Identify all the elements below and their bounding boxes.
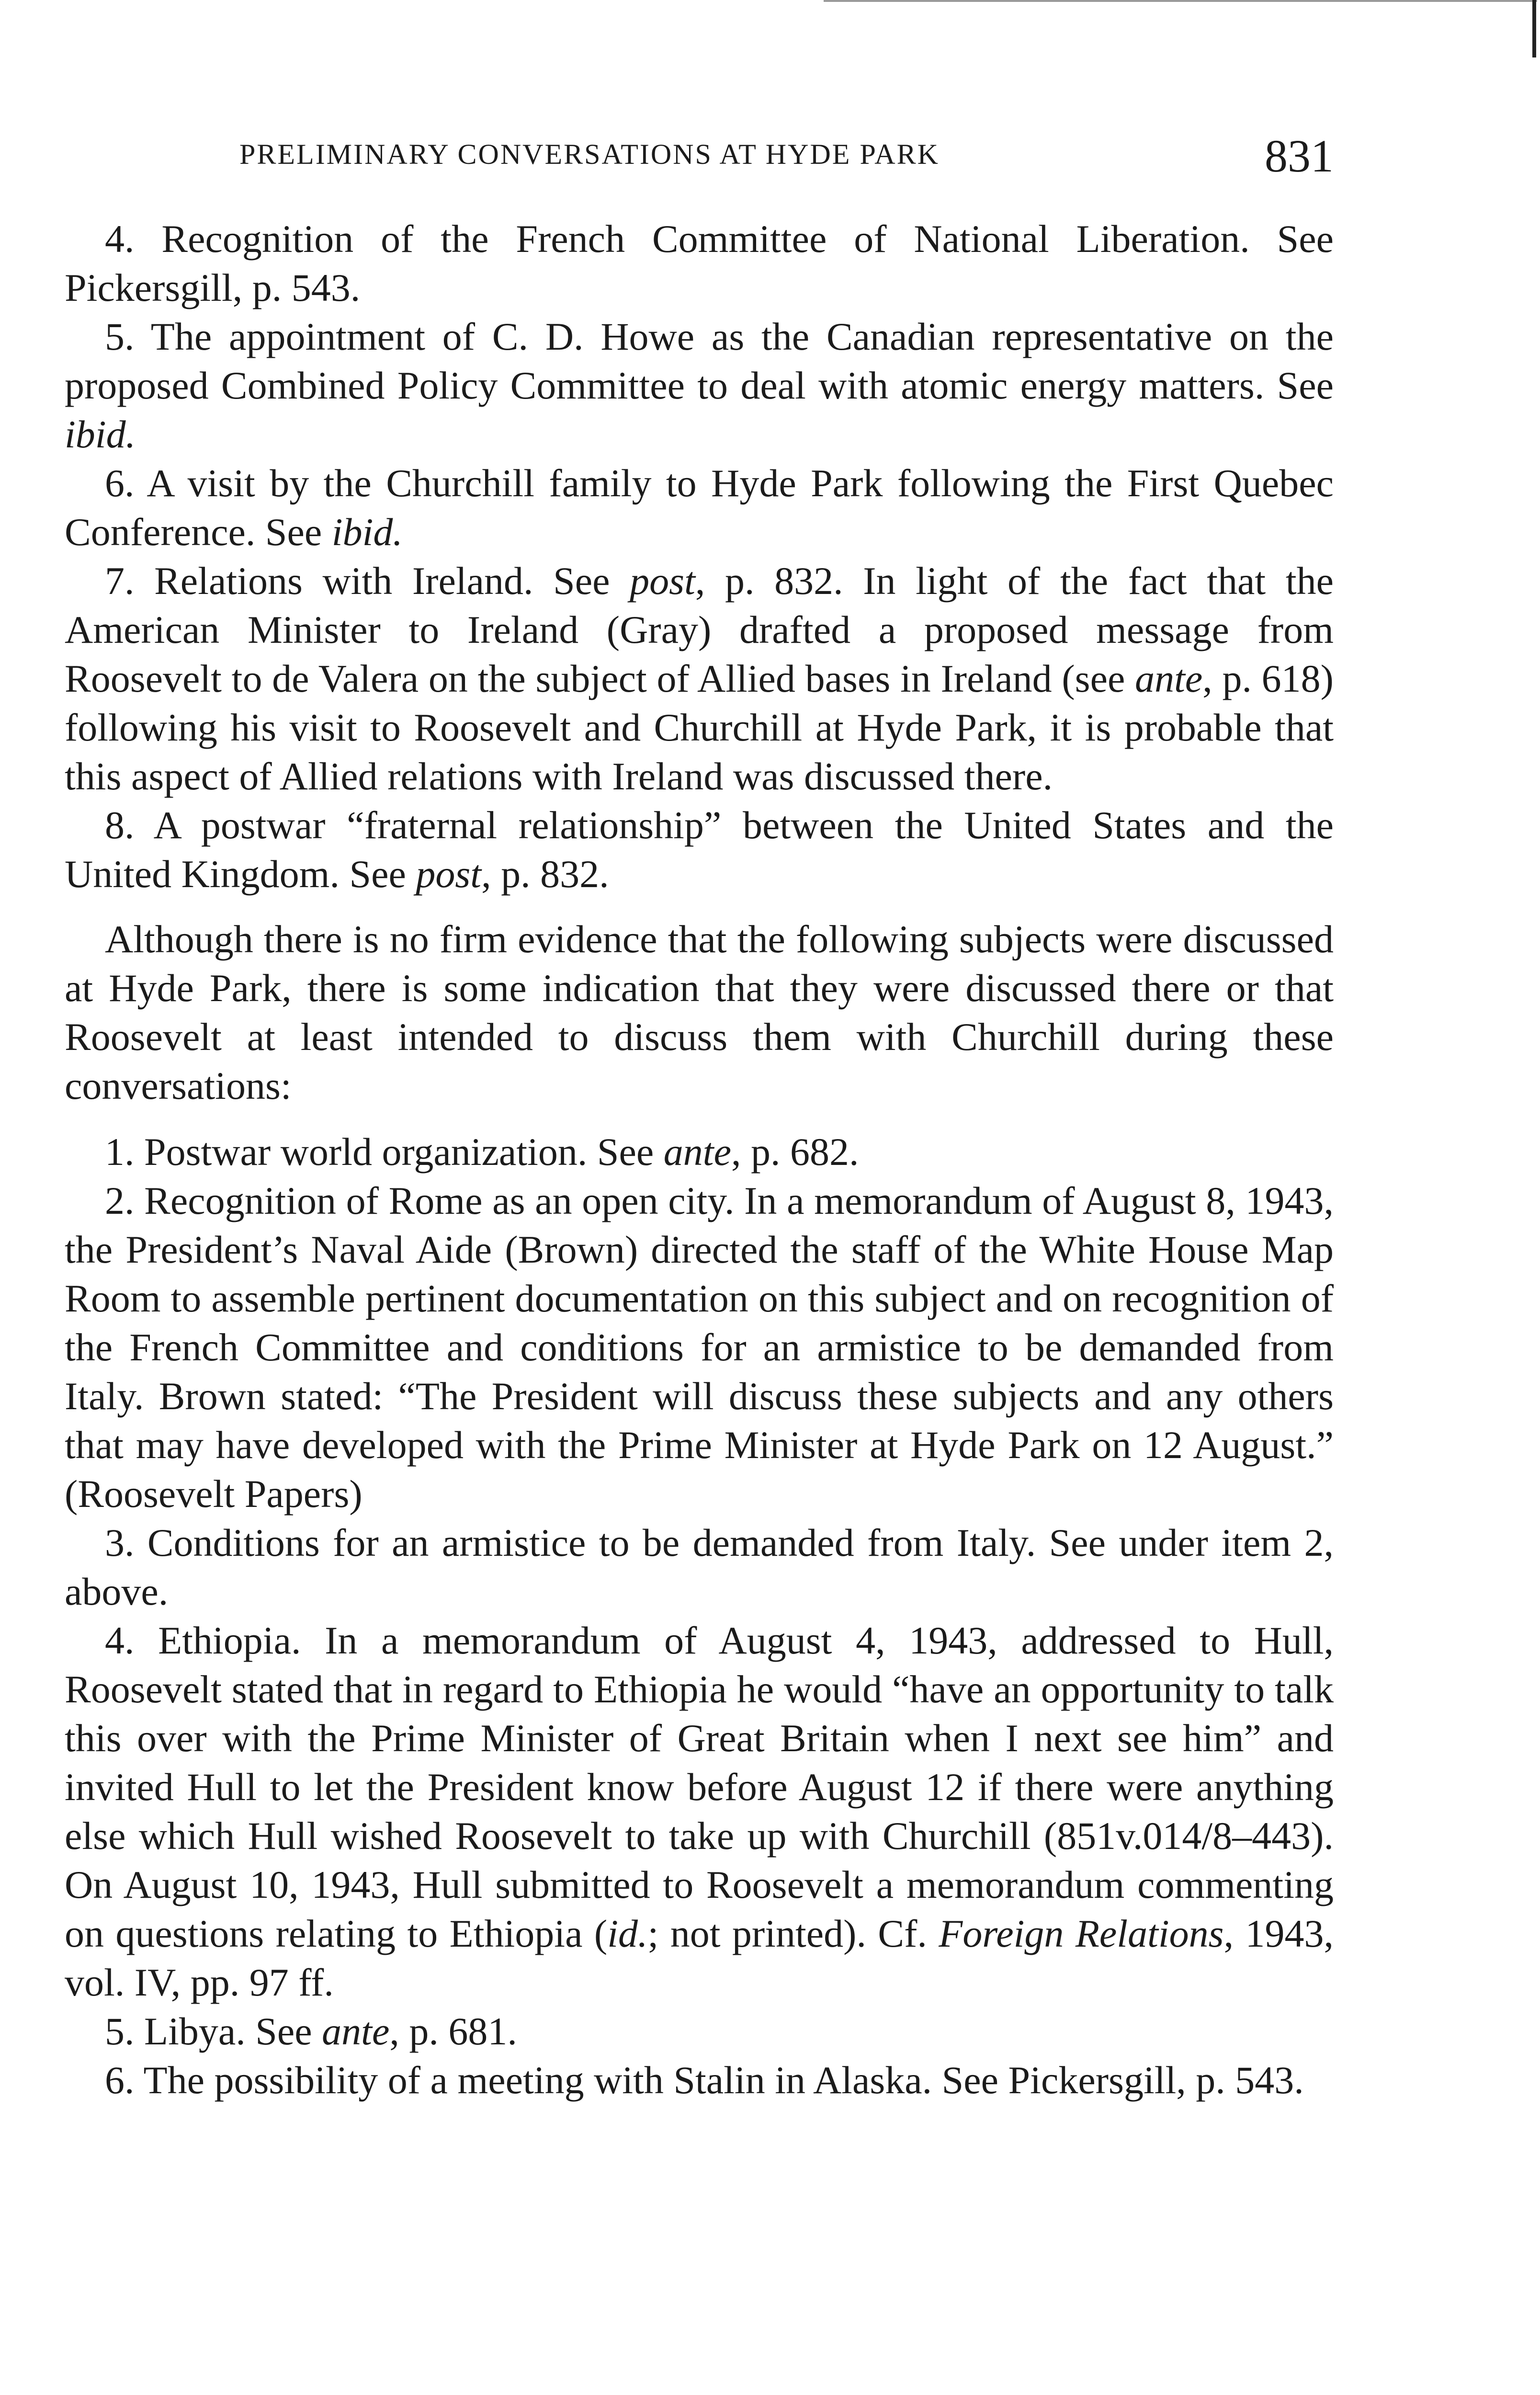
italic-citation: post xyxy=(630,559,695,603)
list-item xyxy=(65,2007,1334,2056)
page-header xyxy=(65,129,1334,196)
list-item xyxy=(65,1616,1334,2007)
text-run: 4. Ethiopia. In a memorandum of August 4, 1943, addressed to Hull, Roosevelt stated that in regard to Ethiopia he would “have an opportunity to talk this over with the Prime Minister of Great Britain when I next see him” and invited Hull to let the President know before August 12 if there were anything else which Hull wished Roosevelt to take up with Churchill (851v.014/8–443). On August 10, 1943, Hull submitted to Roosevelt a memorandum commenting on questions relating to Ethiopia ( xyxy=(65,1619,1334,1955)
list-item xyxy=(65,1128,1334,1176)
italic-citation: ibid. xyxy=(65,412,136,456)
second-topic-list xyxy=(65,1128,1334,2105)
text-run: 5. Libya. See xyxy=(105,2009,322,2053)
scan-edge-mark xyxy=(1532,0,1536,57)
text-run: , p. 682. xyxy=(731,1130,859,1174)
list-item xyxy=(65,312,1334,459)
italic-citation: ante xyxy=(663,1130,731,1174)
list-item xyxy=(65,1176,1334,1518)
text-run: 5. The appointment of C. D. Howe as the Canadian representative on the proposed Combined Policy Committee to deal with atomic energy matters. See xyxy=(65,315,1334,407)
text-run: 2. Recognition of Rome as an open city. In a memorandum of August 8, 1943, the President’s Naval Aide (Brown) directed the staff of the White House Map Room to assemble pertinent documentation on this subject and on recognition of the French Committee and conditions for an armistice to be demanded from Italy. Brown stated: “The President will discuss these subjects and any others that may have developed with the Prime Minister at Hyde Park on 12 August.” (Roosevelt Papers) xyxy=(65,1179,1334,1516)
text-run: 6. The possibility of a meeting with Stalin in Alaska. See Pickersgill, p. 543. xyxy=(105,2058,1304,2102)
text-run: 3. Conditions for an armistice to be demanded from Italy. See under item 2, above. xyxy=(65,1521,1334,1613)
italic-citation: ante xyxy=(322,2009,390,2053)
running-title: PRELIMINARY CONVERSATIONS AT HYDE PARK xyxy=(239,138,940,170)
italic-citation: id. xyxy=(607,1912,648,1955)
text-run: 4. Recognition of the French Committee of National Liberation. See Pickersgill, p. 543. xyxy=(65,217,1334,309)
text-run: , p. 832. xyxy=(481,852,609,896)
text-run: , p. 832. In light of the fact that the American Minister to Ireland (Gray) drafted a proposed message from Roosevelt to de Valera on the subject of Allied bases in Ireland (see xyxy=(65,559,1334,700)
italic-citation: Foreign Relations xyxy=(939,1912,1224,1955)
text-run: , p. 618) following his visit to Roosevelt and Churchill at Hyde Park, it is probable that this aspect of Allied relations with Ireland was discussed there. xyxy=(65,657,1334,798)
list-item xyxy=(65,215,1334,312)
page-number: 831 xyxy=(1265,130,1334,182)
list-item xyxy=(65,557,1334,801)
intro-paragraph: Although there is no firm evidence that the following subjects were discussed at Hyde Park, there is some indication that they were discussed there or that Roosevelt at least intended to discuss them with Churchill during these conversations: xyxy=(65,917,1334,1107)
italic-citation: ante xyxy=(1135,657,1203,700)
scan-top-rule xyxy=(824,0,1537,2)
text-run: , 1943, vol. IV, pp. 97 ff. xyxy=(65,1912,1334,2004)
body-text xyxy=(65,215,1334,2105)
text-run: 8. A postwar “fraternal relationship” between the United States and the United Kingdom. See xyxy=(65,803,1334,896)
text-run: 6. A visit by the Churchill family to Hyde Park following the First Quebec Conference. See xyxy=(65,461,1334,554)
list-item xyxy=(65,2056,1334,2105)
text-run: , p. 681. xyxy=(389,2009,517,2053)
italic-citation: ibid. xyxy=(331,510,403,554)
list-item xyxy=(65,801,1334,899)
italic-citation: post xyxy=(416,852,482,896)
list-item xyxy=(65,459,1334,557)
first-topic-list xyxy=(65,215,1334,899)
text-run: 7. Relations with Ireland. See xyxy=(105,559,630,603)
text-run: 1. Postwar world organization. See xyxy=(105,1130,664,1174)
text-run: ; not printed). Cf. xyxy=(647,1912,939,1955)
list-item xyxy=(65,1518,1334,1616)
